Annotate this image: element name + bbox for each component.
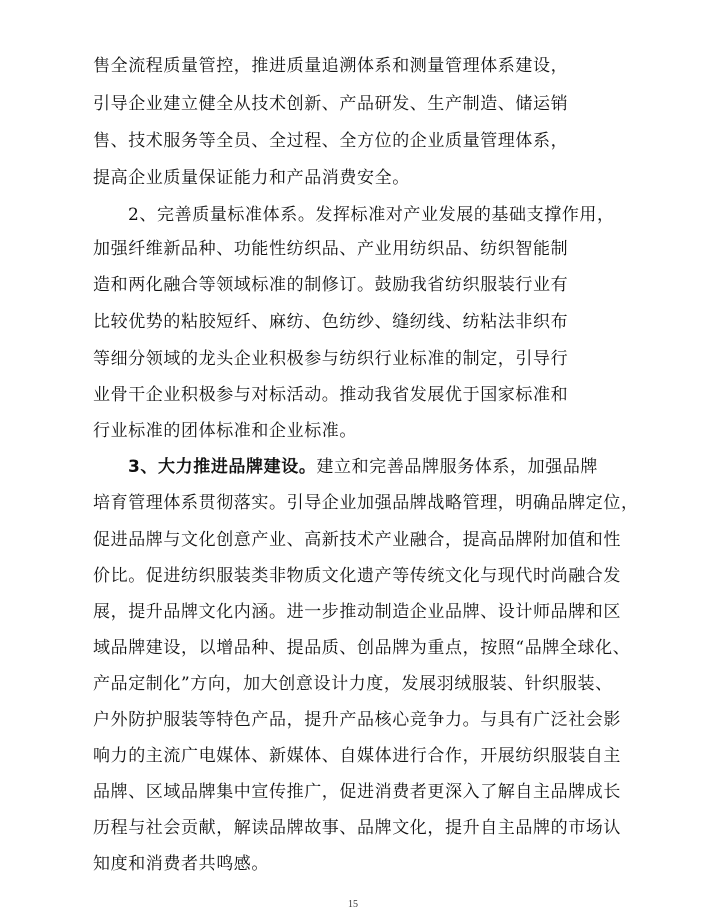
paragraph-3-first-line-text: 建立和完善品牌服务体系，加强品牌 (316, 457, 599, 477)
section-heading: 3、大力推进品牌建设。 (128, 457, 317, 477)
paragraph-2-line-7: 行业标准的团体标准和企业标准。 (93, 421, 357, 441)
paragraph-3-line-6: 域品牌建设，以增品种、提品质、创品牌为重点，按照“品牌全球化、 (93, 638, 631, 658)
page-number: 15 (348, 899, 358, 910)
paragraph-3-line-7: 产品定制化”方向，加大创意设计力度，发展羽绒服装、针织服装、 (93, 674, 613, 694)
paragraph-3-line-12: 知度和消费者共鸣感。 (93, 854, 269, 874)
paragraph-1-line-4: 提高企业质量保证能力和产品消费安全。 (93, 168, 410, 188)
paragraph-3-line-10: 品牌、区域品牌集中宣传推广，促进消费者更深入了解自主品牌成长 (93, 782, 621, 802)
paragraph-1-line-2: 引导企业建立健全从技术创新、产品研发、生产制造、储运销 (93, 94, 569, 114)
paragraph-2-line-5: 等细分领域的龙头企业积极参与纺织行业标准的制定，引导行 (93, 349, 569, 369)
paragraph-3-line-11: 历程与社会贡献，解读品牌故事、品牌文化，提升自主品牌的市场认 (93, 818, 621, 838)
paragraph-3-line-5: 展，提升品牌文化内涵。进一步推动制造企业品牌、设计师品牌和区 (93, 602, 621, 622)
paragraph-2-line-6: 业骨干企业积极参与对标活动。推动我省发展优于国家标准和 (93, 385, 569, 405)
paragraph-3-line-8: 户外防护服装等特色产品，提升产品核心竞争力。与具有广泛社会影 (93, 710, 621, 730)
paragraph-1-line-1: 售全流程质量管控，推进质量追溯体系和测量管理体系建设， (93, 56, 569, 76)
paragraph-3-line-9: 响力的主流广电媒体、新媒体、自媒体进行合作，开展纺织服装自主 (93, 746, 621, 766)
paragraph-1-line-3: 售、技术服务等全员、全过程、全方位的企业质量管理体系， (93, 131, 569, 151)
paragraph-3-line-2: 培育管理体系贯彻落实。引导企业加强品牌战略管理，明确品牌定位， (93, 493, 639, 513)
paragraph-2-line-1: 2、完善质量标准体系。发挥标准对产业发展的基础支撑作用， (128, 205, 615, 225)
paragraph-2-line-3: 造和两化融合等领域标准的制修订。鼓励我省纺织服装行业有 (93, 275, 569, 295)
paragraph-3-line-1 (128, 452, 623, 482)
paragraph-3-line-4: 价比。促进纺织服装类非物质文化遗产等传统文化与现代时尚融合发 (93, 566, 621, 586)
paragraph-3-line-3: 促进品牌与文化创意产业、高新技术产业融合，提高品牌附加值和性 (93, 530, 621, 550)
paragraph-2-line-4: 比较优势的粘胶短纤、麻纺、色纺纱、缝纫线、纺粘法非织布 (93, 312, 569, 332)
paragraph-2-line-2: 加强纤维新品种、功能性纺织品、产业用纺织品、纺织智能制 (93, 239, 569, 259)
